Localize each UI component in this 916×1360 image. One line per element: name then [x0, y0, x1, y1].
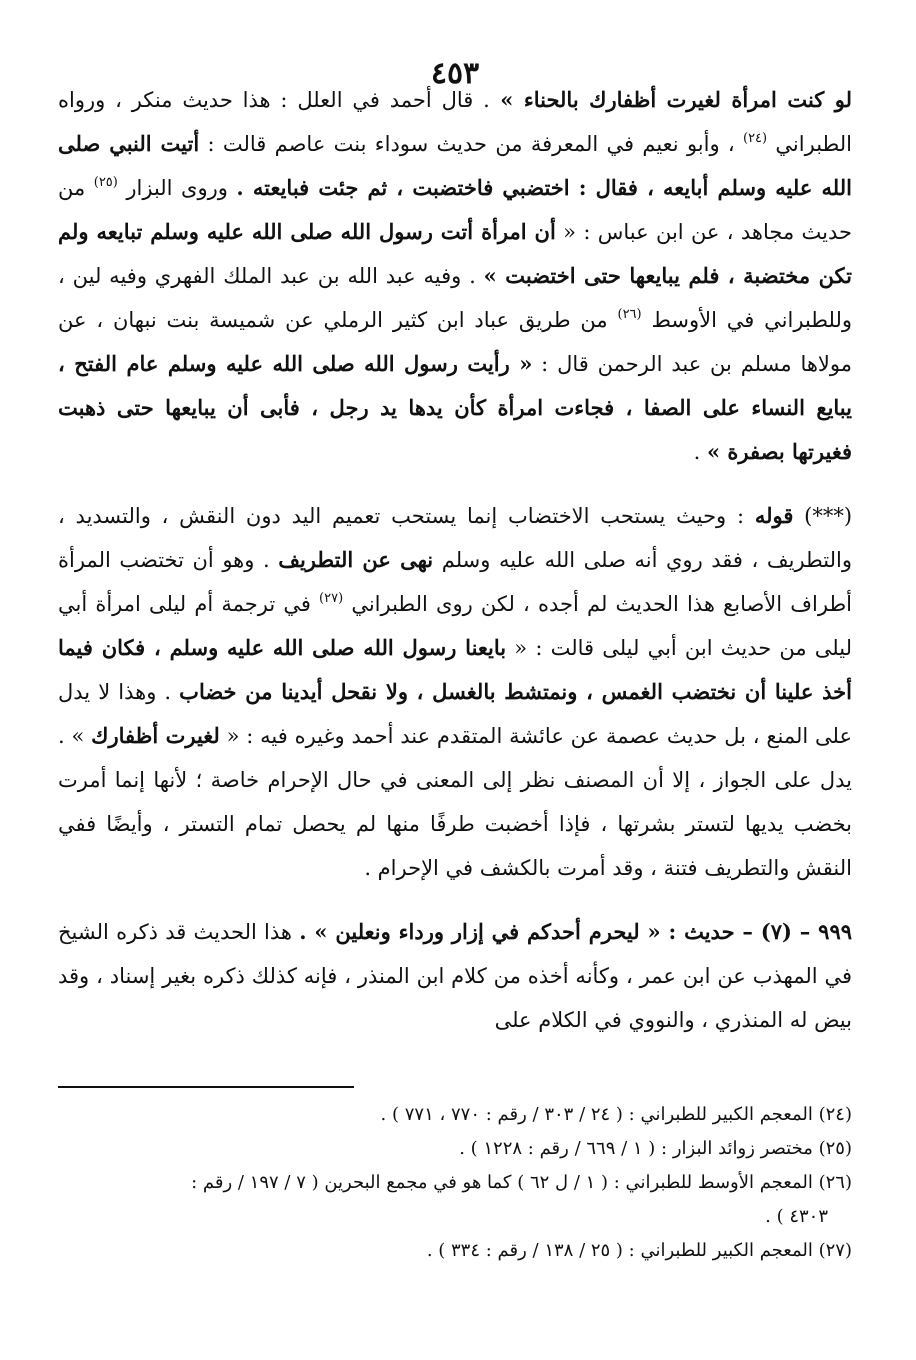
text-run: : وحيث يستحب الاختضاب إنما يستحب تعميم اليد دون النقش ، والتسديد ، والتطريف ، فقد روي أنه صلى الله عليه وسلم — [58, 504, 852, 572]
footnote-25: (٢٥) مختصر زوائد البزار : ( ١ / ٦٦٩ / رقم : ١٢٢٨ ) . — [459, 1138, 852, 1159]
text-run: (***) — [793, 504, 853, 528]
footnote-27: (٢٧) المعجم الكبير للطبراني : ( ٢٥ / ١٣٨ / رقم : ٣٣٤ ) . — [426, 1240, 852, 1261]
bold-text-run: بايعنا رسول الله صلى الله عليه وسلم ، فكان فيما أخذ علينا أن نختضب الغمس ، ونمتشط بالغسل ، ولا نقحل أيدينا من خضاب — [58, 635, 852, 704]
text-run: . — [693, 440, 707, 464]
bold-text-run: قوله — [754, 503, 794, 528]
footnote-separator — [58, 1086, 354, 1088]
text-run: . وهذا لا يدل على المنع ، بل حديث عصمة عن عائشة المتقدم عند أحمد وغيره فيه : « — [58, 680, 852, 748]
paragraph-hadith-999 — [58, 910, 852, 1042]
bold-text-run: نهى عن التطريف — [278, 547, 434, 572]
footnote-ref: (٢٧) — [319, 591, 344, 606]
footnotes — [58, 1098, 852, 1268]
text-run: هذا الحديث قد ذكره الشيخ في المهذب عن ابن عمر ، وكأنه أخذه من كلام ابن المنذر ، فإنه كذلك ذكره بغير إسناد ، وقد بيض له المنذري ، والنووي في الكلام على — [58, 920, 852, 1032]
text-run: من طريق عباد ابن كثير الرملي عن شميسة بنت نبهان ، عن مولاها مسلم بن عبد الرحمن قال : — [58, 308, 852, 376]
paragraph-hadith-henna — [58, 78, 852, 474]
bold-text-run: أتيت النبي صلى الله عليه وسلم أبايعه ، فقال : اختضبي فاختضبت ، ثم جئت فبايعته . — [58, 131, 852, 200]
text-run: ، وأبو نعيم في المعرفة من حديث سوداء بنت عاصم قالت : — [199, 132, 743, 156]
bold-text-run: ٩٩٩ – (٧) – حديث : « ليحرم أحدكم في إزار ورداء ونعلين » . — [299, 919, 853, 944]
footnote-24: (٢٤) المعجم الكبير للطبراني : ( ٢٤ / ٣٠٣ / رقم : ٧٧٠ ، ٧٧١ ) . — [380, 1104, 852, 1125]
text-run: وروى البزار — [117, 176, 237, 200]
footnote-ref: (٢٥) — [93, 175, 118, 190]
body-text — [58, 78, 852, 1042]
text-run: في ترجمة أم ليلى امرأة أبي ليلى من حديث ابن أبي ليلى قالت : « — [58, 592, 852, 660]
bold-text-run: لو كنت امرأة لغيرت أظفارك بالحناء » — [489, 87, 853, 112]
text-run: . وهو أن تختضب المرأة أطراف الأصابع هذا الحديث لم أجده ، لكن روى الطبراني — [58, 548, 853, 616]
text-run: » . يدل على الجواز ، إلا أن المصنف نظر إلى المعنى في حال الإحرام خاصة ؛ لأنها إنما أمرت بخضب يديها لتستر بشرتها ، فإذا أخضبت طرفًا منها لم يحصل تمام التستر ، وأيضًا ففي النقش والتطريف فتنة ، وقد أمرت بالكشف في الإحرام . — [58, 724, 852, 880]
text-run: . قال أحمد في العلل : هذا حديث منكر ، ورواه الطبراني — [58, 88, 852, 156]
text-run: . وفيه عبد الله بن عبد الملك الفهري وفيه لين ، وللطبراني في الأوسط — [58, 264, 852, 332]
footnote-ref: (٢٦) — [617, 307, 642, 322]
footnote-ref: (٢٤) — [743, 131, 768, 146]
text-run: من حديث مجاهد ، عن ابن عباس : « — [58, 176, 852, 244]
bold-text-run: لغيرت أظفارك — [91, 723, 220, 748]
paragraph-qawluhu-tatrif — [58, 494, 852, 890]
page-number: ٤٥٣ — [430, 56, 480, 91]
footnote-26-continuation: ٤٣٠٣ ) . — [765, 1206, 828, 1227]
footnote-26: (٢٦) المعجم الأوسط للطبراني : ( ١ / ل ٦٢ ) كما هو في مجمع البحرين ( ٧ / ١٩٧ / رقم : ٤٣٠٣ ) . — [58, 1166, 852, 1234]
bold-text-run: أن امرأة أتت رسول الله صلى الله عليه وسلم تبايعه ولم تكن مختضبة ، فلم يبايعها حتى اختضبت » — [58, 219, 852, 288]
bold-text-run: « رأيت رسول الله صلى الله عليه وسلم عام الفتح ، يبايع النساء على الصفا ، فجاءت امرأة كأن يدها يد رجل ، فأبى أن يبايعها حتى ذهبت فغيرتها بصفرة » — [58, 351, 852, 464]
